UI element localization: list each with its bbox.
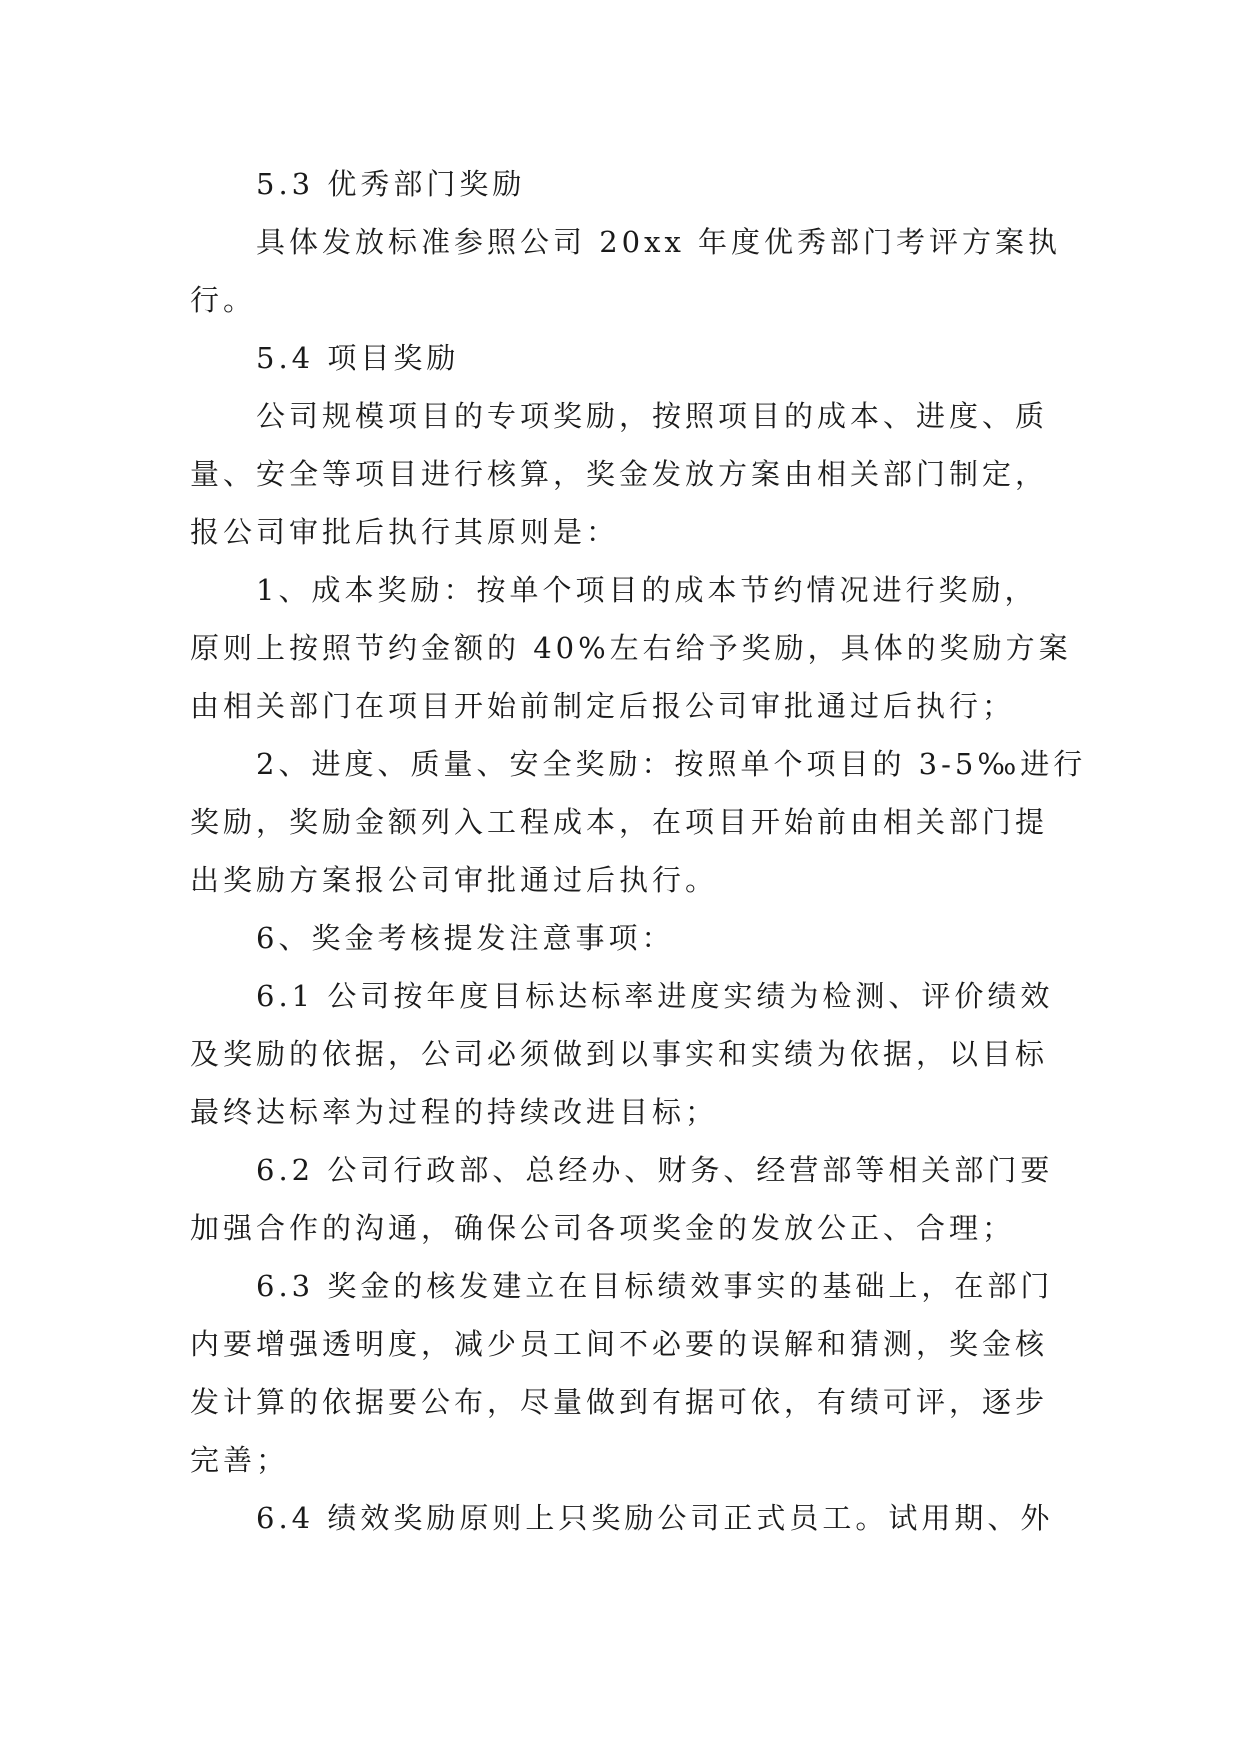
paragraph-line: 行。 [190, 283, 257, 317]
paragraph-line: 6.1 公司按年度目标达标率进度实绩为检测、评价绩效 [256, 979, 1054, 1013]
paragraph-line: 6、奖金考核提发注意事项： [256, 921, 675, 955]
paragraph-p9 [190, 1141, 1052, 1257]
paragraph-line: 公司规模项目的专项奖励，按照项目的成本、进度、质 [256, 399, 1049, 433]
paragraph-line: 5.4 项目奖励 [256, 341, 460, 375]
paragraph-line: 6.4 绩效奖励原则上只奖励公司正式员工。试用期、外 [256, 1501, 1054, 1535]
paragraph-line: 2、进度、质量、安全奖励：按照单个项目的 3-5‰进行 [256, 747, 1087, 781]
paragraph-p1 [190, 155, 1052, 213]
paragraph-line: 加强合作的沟通，确保公司各项奖金的发放公正、合理； [190, 1211, 1016, 1245]
paragraph-p8 [190, 967, 1052, 1141]
paragraph-line: 由相关部门在项目开始前制定后报公司审批通过后执行； [190, 689, 1016, 723]
paragraph-line: 6.3 奖金的核发建立在目标绩效事实的基础上，在部门 [256, 1269, 1054, 1303]
paragraph-p5 [190, 561, 1072, 735]
paragraph-p2 [190, 213, 1062, 329]
paragraph-line: 及奖励的依据，公司必须做到以事实和实绩为依据，以目标 [190, 1037, 1049, 1071]
paragraph-p4 [190, 387, 1052, 561]
paragraph-line: 5.3 优秀部门奖励 [256, 167, 526, 201]
document-body [190, 155, 1087, 1547]
paragraph-p10 [190, 1257, 1052, 1489]
paragraph-line: 最终达标率为过程的持续改进目标； [190, 1095, 719, 1129]
paragraph-line: 奖励，奖励金额列入工程成本，在项目开始前由相关部门提 [190, 805, 1049, 839]
paragraph-line: 原则上按照节约金额的 40%左右给予奖励，具体的奖励方案 [190, 631, 1072, 665]
paragraph-line: 发计算的依据要公布，尽量做到有据可依，有绩可评，逐步 [190, 1385, 1049, 1419]
paragraph-p7 [190, 909, 1052, 967]
paragraph-line: 量、安全等项目进行核算，奖金发放方案由相关部门制定， [190, 457, 1049, 491]
paragraph-p11 [190, 1489, 1052, 1547]
paragraph-line: 报公司审批后执行其原则是： [190, 515, 620, 549]
paragraph-line: 完善； [190, 1443, 290, 1477]
paragraph-line: 1、成本奖励：按单个项目的成本节约情况进行奖励， [256, 573, 1038, 607]
paragraph-p3 [190, 329, 1052, 387]
paragraph-line: 内要增强透明度，减少员工间不必要的误解和猜测，奖金核 [190, 1327, 1049, 1361]
paragraph-p6 [190, 735, 1087, 909]
paragraph-line: 具体发放标准参照公司 20xx 年度优秀部门考评方案执 [256, 225, 1062, 259]
paragraph-line: 6.2 公司行政部、总经办、财务、经营部等相关部门要 [256, 1153, 1054, 1187]
paragraph-line: 出奖励方案报公司审批通过后执行。 [190, 863, 719, 897]
